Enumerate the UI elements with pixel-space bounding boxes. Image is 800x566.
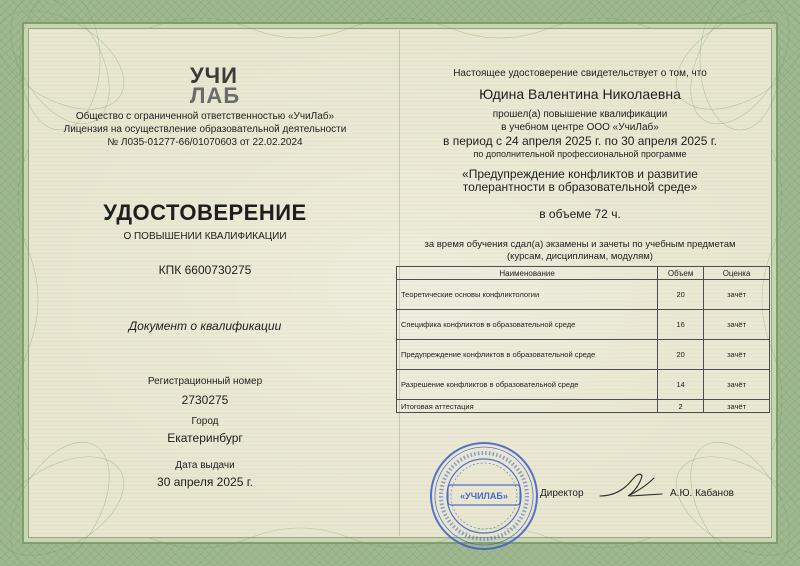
subject-hours: 20 xyxy=(658,280,704,310)
subject-grade: зачёт xyxy=(704,280,770,310)
recipient-name: Юдина Валентина Николаевна xyxy=(479,86,681,102)
director-label: Директор xyxy=(540,488,584,499)
exams-line-2: (курсам, дисциплинам, модулям) xyxy=(507,251,653,262)
subject-name: Разрешение конфликтов в образовательной среде xyxy=(397,370,658,400)
subject-hours: 2 xyxy=(658,400,704,413)
issue-date-value: 30 апреля 2025 г. xyxy=(157,475,253,489)
city-value: Екатеринбург xyxy=(167,431,243,445)
exams-text xyxy=(410,239,750,263)
city-label: Город xyxy=(191,416,219,427)
certificate-title: УДОСТОВЕРЕНИЕ xyxy=(103,200,307,225)
training-center: в учебном центре ООО «УчиЛаб» xyxy=(501,122,659,133)
subject-grade: зачёт xyxy=(704,400,770,413)
uchilab-logo xyxy=(190,63,241,108)
certificate-subtitle: О ПОВЫШЕНИИ КВАЛИФИКАЦИИ xyxy=(123,231,287,242)
table-header-row xyxy=(397,267,770,280)
issue-date-label: Дата выдачи xyxy=(175,460,235,471)
license-number: № Л035-01277-66/01070603 от 22.02.2024 xyxy=(107,137,303,148)
header-hours: Объем xyxy=(658,267,704,280)
table-row xyxy=(397,280,770,310)
subject-name: Предупреждение конфликтов в образовательной среде xyxy=(397,340,658,370)
course-title xyxy=(410,168,750,194)
header-grade: Оценка xyxy=(704,267,770,280)
subject-grade: зачёт xyxy=(704,370,770,400)
official-seal xyxy=(428,440,540,552)
logo-line-1: УЧИ xyxy=(190,63,238,88)
registration-label: Регистрационный номер xyxy=(147,376,263,387)
subject-name: Итоговая аттестация xyxy=(397,400,658,413)
subject-name: Теоретические основы конфликтологии xyxy=(397,280,658,310)
subjects-table xyxy=(396,266,770,413)
organization-info xyxy=(60,110,350,149)
exams-line-1: за время обучения сдал(а) экзамены и зачеты по учебным предметам xyxy=(424,239,736,250)
intro-text: Настоящее удостоверение свидетельствует о том, что xyxy=(453,68,707,79)
registration-number: 2730275 xyxy=(181,393,229,407)
organization-name: Общество с ограниченной ответственностью «УчиЛаб» xyxy=(75,111,335,122)
document-type: Документ о квалификации xyxy=(128,319,282,333)
subject-grade: зачёт xyxy=(704,310,770,340)
logo-line-2: ЛАБ xyxy=(190,83,241,108)
subject-hours: 20 xyxy=(658,340,704,370)
table-row xyxy=(397,310,770,340)
table-row xyxy=(397,340,770,370)
course-title-line-2: толерантности в образовательной среде» xyxy=(462,180,698,194)
passed-text: прошел(а) повышение квалификации xyxy=(492,109,668,120)
header-name: Наименование xyxy=(397,267,658,280)
subject-grade: зачёт xyxy=(704,340,770,370)
training-period: в период с 24 апреля 2025 г. по 30 апреля 2025 г. xyxy=(442,134,717,148)
course-title-line-1: «Предупреждение конфликтов и развитие xyxy=(462,167,698,181)
table-row xyxy=(397,400,770,413)
seal-center-text: «УЧИЛАБ» xyxy=(460,491,508,501)
subject-hours: 14 xyxy=(658,370,704,400)
subject-name: Специфика конфликтов в образовательной среде xyxy=(397,310,658,340)
director-name: А.Ю. Кабанов xyxy=(670,488,734,499)
table-row xyxy=(397,370,770,400)
license-text: Лицензия на осуществление образовательной деятельности xyxy=(63,124,347,135)
course-volume: в объеме 72 ч. xyxy=(539,207,621,221)
certificate-number: КПК 6600730275 xyxy=(158,263,252,277)
director-signature xyxy=(596,466,666,506)
subject-hours: 16 xyxy=(658,310,704,340)
program-label: по дополнительной профессиональной программе xyxy=(473,149,687,159)
